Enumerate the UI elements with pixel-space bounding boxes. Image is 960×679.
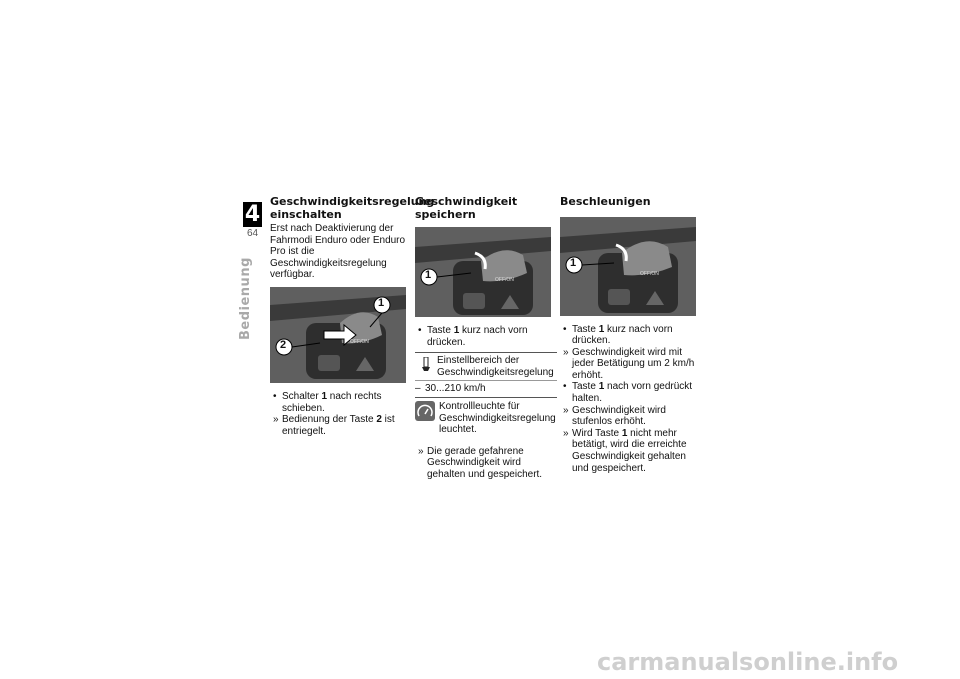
intro-text: Erst nach Deaktivierung der Fahrmodi Enduro oder Enduro Pro ist die Geschwindigkeitsregelung verfügbar. — [270, 223, 406, 281]
list-item: • Taste 1 kurz nach vorn drücken. — [563, 323, 673, 347]
indicator-lamp-row — [415, 401, 557, 436]
column-switch-on — [270, 195, 435, 437]
heading-switch-on: Geschwindigkeitsregelung einschalten — [270, 195, 435, 221]
chapter-number: 4 — [244, 202, 261, 227]
range-value: 30...210 km/h — [425, 383, 486, 395]
list-item: » Wird Taste 1 nicht mehr betätigt, wird die erreichte Geschwindigkeit gehalten und gespeichert. — [563, 427, 687, 474]
page-number: 64 — [246, 228, 259, 239]
photo-handlebar-switch — [415, 227, 551, 317]
cruise-control-lamp-icon — [415, 401, 435, 421]
photo-label-1: 1 — [425, 269, 432, 281]
list-item: » Geschwindigkeit wird stufenlos erhöht. — [563, 404, 666, 428]
handlebar-illustration — [560, 217, 696, 316]
lamp-text: Kontrollleuchte für Geschwindigkeitsregelung leuchtet. — [439, 400, 556, 436]
photo-handlebar-switch — [270, 287, 406, 383]
handlebar-illustration — [415, 227, 551, 317]
watermark: carmanualsonline.info — [597, 648, 899, 676]
button-text: OFF/ON — [350, 338, 369, 345]
list-item: • Taste 1 nach vorn gedrückt halten. — [563, 381, 693, 405]
setting-range-box — [415, 352, 557, 398]
button-text: OFF/ON — [495, 277, 514, 283]
list-item: » Bedienung der Taste 2 ist entriegelt. — [273, 414, 395, 437]
box-value-row — [415, 380, 557, 397]
steps-list-result — [415, 446, 557, 481]
heading-store-speed: Geschwindigkeit speichern — [415, 195, 518, 221]
range-dash: – — [415, 383, 421, 395]
handlebar-illustration — [270, 287, 406, 383]
column-accelerate — [560, 196, 702, 474]
column-store-speed — [415, 196, 557, 481]
section-label: Bedienung — [238, 257, 253, 340]
list-item: » Die gerade gefahrene Geschwindigkeit wird gehalten und gespeichert. — [418, 445, 543, 480]
wrench-icon — [415, 355, 437, 371]
photo-label-1: 1 — [378, 296, 385, 309]
photo-label-2: 2 — [280, 338, 287, 351]
list-item: • Schalter 1 nach rechts schieben. — [273, 390, 382, 414]
button-text: OFF/ON — [640, 270, 659, 277]
photo-label-1: 1 — [570, 256, 577, 269]
steps-list — [270, 391, 412, 437]
box-heading: Einstellbereich der Geschwindigkeitsregelung — [437, 355, 554, 378]
steps-list — [415, 325, 557, 348]
photo-handlebar-switch — [560, 217, 696, 316]
list-item: • Taste 1 kurz nach vorn drücken. — [418, 325, 528, 348]
steps-list — [560, 324, 702, 475]
list-item: » Geschwindigkeit wird mit jeder Betätigung um 2 km/h erhöht. — [563, 346, 695, 381]
box-heading-row — [415, 353, 557, 380]
heading-accelerate: Beschleunigen — [560, 195, 651, 208]
